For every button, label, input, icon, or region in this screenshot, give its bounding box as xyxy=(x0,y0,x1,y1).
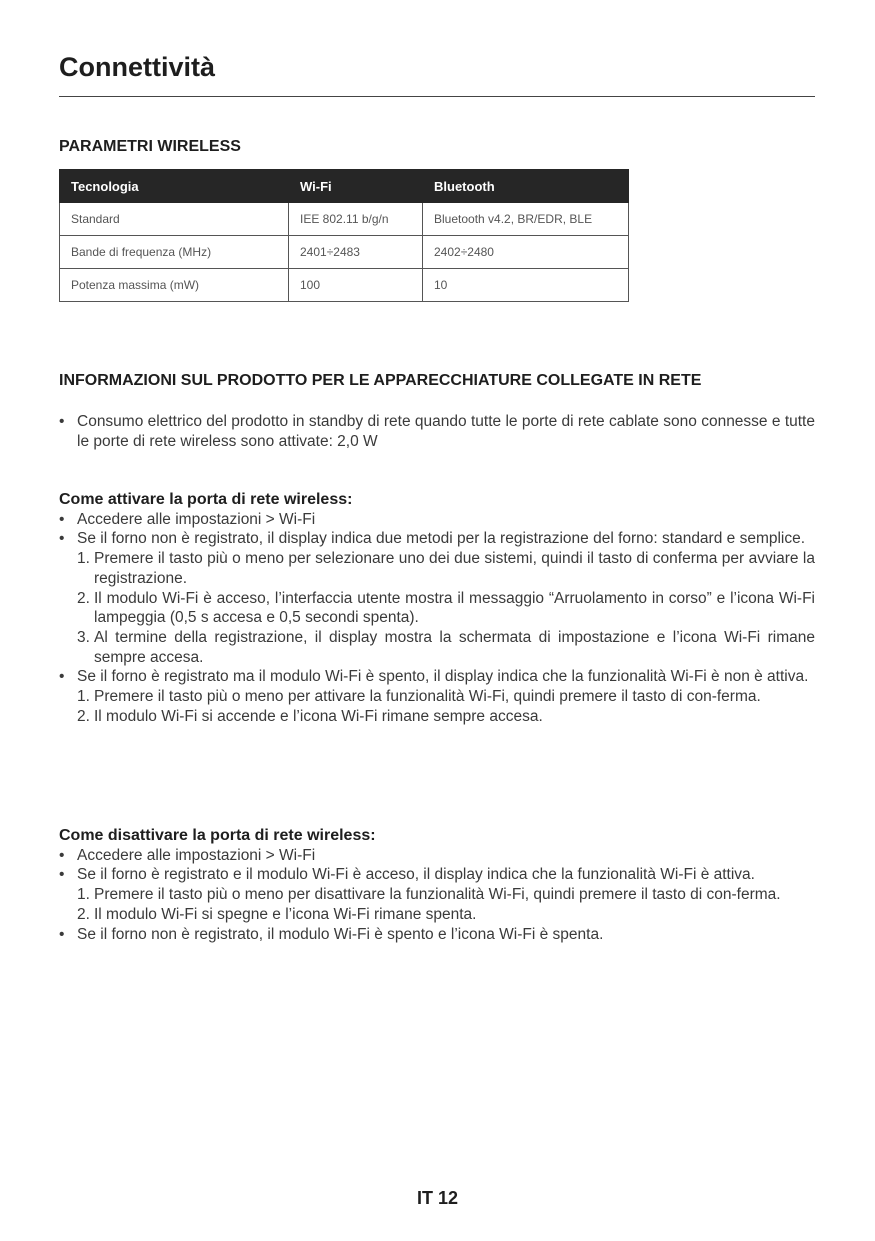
list-item xyxy=(59,529,815,549)
deactivate-heading: Come disattivare la porta di rete wireless: xyxy=(59,827,376,844)
bullet-marker: • xyxy=(59,846,65,864)
table-cell: Bluetooth v4.2, BR/EDR, BLE xyxy=(423,203,629,236)
title-divider xyxy=(59,96,815,97)
table-cell: 10 xyxy=(423,269,629,302)
table-cell: 100 xyxy=(289,269,423,302)
step-number: 3. xyxy=(77,628,90,646)
table-cell: Bande di frequenza (MHz) xyxy=(60,236,289,269)
header-tecnologia: Tecnologia xyxy=(60,170,289,203)
step-text: Al termine della registrazione, il display mostra la schermata di impostazione e l’icona Wi-Fi rimane sempre accesa. xyxy=(94,628,815,666)
header-wifi: Wi-Fi xyxy=(289,170,423,203)
wireless-parameters-table xyxy=(59,169,629,302)
table-row xyxy=(60,236,629,269)
numbered-step xyxy=(59,905,815,925)
step-number: 2. xyxy=(77,589,90,607)
info-heading: INFORMAZIONI SUL PRODOTTO PER LE APPARECCHIATURE COLLEGATE IN RETE xyxy=(59,372,702,389)
bullet-marker: • xyxy=(59,510,65,528)
step-number: 2. xyxy=(77,707,90,725)
table-cell: Potenza massima (mW) xyxy=(60,269,289,302)
bullet-marker: • xyxy=(59,530,65,548)
numbered-step xyxy=(59,549,815,588)
numbered-step xyxy=(59,885,815,905)
numbered-step xyxy=(59,687,815,707)
list-item-text: Se il forno è registrato e il modulo Wi-Fi è acceso, il display indica che la funzionalità Wi-Fi è attiva. xyxy=(77,866,755,884)
list-item xyxy=(59,846,815,866)
table-header-row xyxy=(60,170,629,203)
list-item-text: Se il forno non è registrato, il display indica due metodi per la registrazione del forno: standard e semplice. xyxy=(77,530,806,548)
bullet-marker: • xyxy=(59,925,65,943)
step-text: Il modulo Wi-Fi si accende e l’icona Wi-Fi rimane sempre accesa. xyxy=(94,707,543,725)
list-item xyxy=(59,667,815,687)
list-item xyxy=(59,412,815,451)
wireless-heading: PARAMETRI WIRELESS xyxy=(59,138,241,155)
step-number: 1. xyxy=(77,550,90,568)
list-item-text: Se il forno è registrato ma il modulo Wi-Fi è spento, il display indica che la funzionalità Wi-Fi è non è attiva. xyxy=(77,668,809,686)
activate-section xyxy=(59,490,815,726)
deactivate-section xyxy=(59,826,815,944)
activate-heading: Come attivare la porta di rete wireless: xyxy=(59,491,353,508)
table-cell: IEE 802.11 b/g/n xyxy=(289,203,423,236)
table-cell: 2402÷2480 xyxy=(423,236,629,269)
list-item-text: Se il forno non è registrato, il modulo Wi-Fi è spento e l’icona Wi-Fi è spenta. xyxy=(77,925,604,943)
table-cell: Standard xyxy=(60,203,289,236)
step-text: Il modulo Wi-Fi è acceso, l’interfaccia utente mostra il messaggio “Arruolamento in corso” e l’icona Wi-Fi lampeggia (0,5 s accesa e 0,5 secondi spenta). xyxy=(94,589,815,627)
bullet-marker: • xyxy=(59,413,65,430)
list-item xyxy=(59,865,815,885)
bullet-marker: • xyxy=(59,866,65,884)
info-standby-consumption: Consumo elettrico del prodotto in standby di rete quando tutte le porte di rete cablate sono connesse e tutte le porte di rete wireless sono attivate: 2,0 W xyxy=(77,413,815,450)
step-text: Premere il tasto più o meno per attivare la funzionalità Wi-Fi, quindi premere il tasto di con-ferma. xyxy=(94,688,761,706)
page-title: Connettività xyxy=(59,52,216,82)
page-number: IT 12 xyxy=(416,1188,459,1208)
info-list xyxy=(59,412,815,451)
bullet-marker: • xyxy=(59,668,65,686)
table-row xyxy=(60,269,629,302)
header-bluetooth: Bluetooth xyxy=(423,170,629,203)
table-cell: 2401÷2483 xyxy=(289,236,423,269)
step-text: Premere il tasto più o meno per selezionare uno dei due sistemi, quindi il tasto di conferma per avviare la registrazione. xyxy=(94,550,815,587)
step-text: Il modulo Wi-Fi si spegne e l’icona Wi-Fi rimane spenta. xyxy=(94,905,477,923)
list-item-text: Accedere alle impostazioni > Wi-Fi xyxy=(77,510,316,528)
numbered-step xyxy=(59,707,815,727)
step-number: 1. xyxy=(77,688,90,706)
step-number: 2. xyxy=(77,905,90,923)
numbered-step xyxy=(59,589,815,628)
table-row xyxy=(60,203,629,236)
list-item xyxy=(59,925,815,945)
step-text: Premere il tasto più o meno per disattivare la funzionalità Wi-Fi, quindi premere il tasto di con-ferma. xyxy=(94,886,781,904)
step-number: 1. xyxy=(77,886,90,904)
list-item xyxy=(59,510,815,530)
numbered-step xyxy=(59,628,815,667)
list-item-text: Accedere alle impostazioni > Wi-Fi xyxy=(77,846,316,864)
